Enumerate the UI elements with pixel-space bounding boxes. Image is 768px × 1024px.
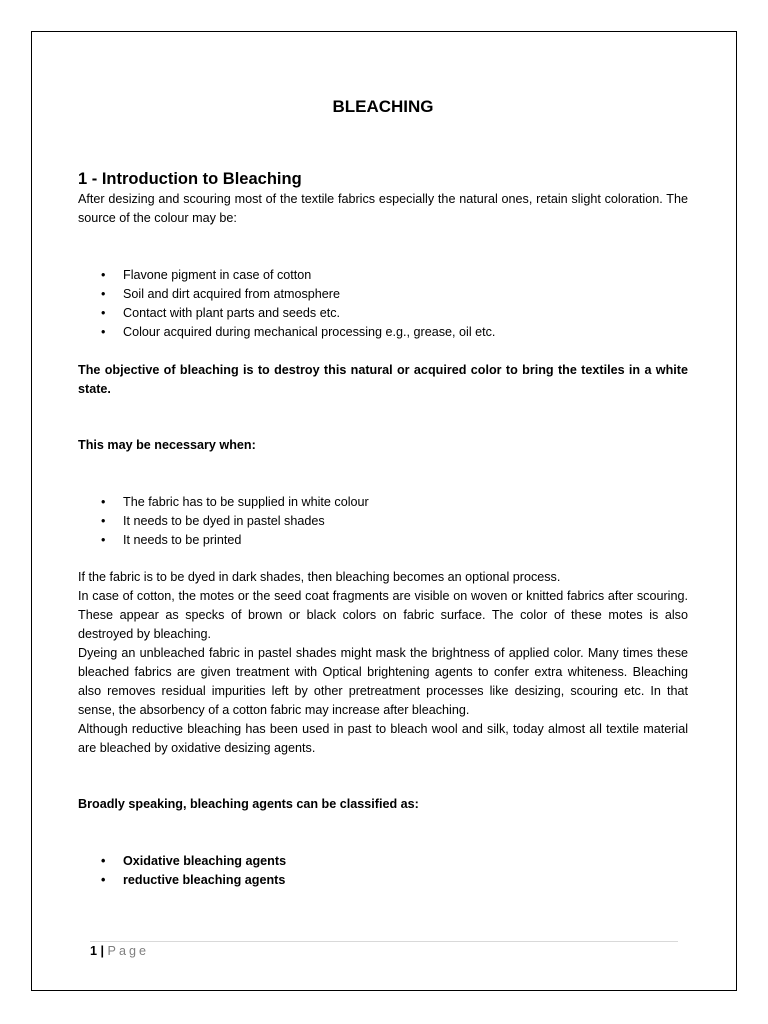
list-item: • Colour acquired during mechanical processing e.g., grease, oil etc. [78, 323, 688, 342]
body-paragraph: Although reductive bleaching has been used in past to bleach wool and silk, today almost all textile material are bleached by oxidative desizing agents. [78, 722, 688, 755]
page-footer [90, 943, 149, 959]
list-item: • The fabric has to be supplied in white colour [78, 493, 688, 512]
body-paragraph: If the fabric is to be dyed in dark shades, then bleaching becomes an optional process. [78, 570, 561, 584]
footer-separator: | [100, 944, 105, 958]
page-label: Page [107, 944, 149, 958]
page-number: 1 [90, 944, 98, 958]
document-body [78, 94, 688, 890]
document-title: BLEACHING [332, 97, 434, 116]
section-heading: 1 - Introduction to Bleaching [78, 170, 302, 188]
intro-paragraph: After desizing and scouring most of the textile fabrics especially the natural ones, retain slight coloration. The source of the colour may be: [78, 192, 688, 225]
list-item: • Soil and dirt acquired from atmosphere [78, 285, 688, 304]
footer-rule [90, 941, 678, 942]
objective-statement: The objective of bleaching is to destroy this natural or acquired color to bring the textiles in a white state. [78, 363, 688, 396]
body-paragraph: In case of cotton, the motes or the seed coat fragments are visible on woven or knitted fabrics after scouring. These appear as specks of brown or black colors on fabric surface. The color of these motes is also destroyed by bleaching. [78, 589, 688, 641]
necessary-heading: This may be necessary when: [78, 438, 256, 452]
list-item: • It needs to be dyed in pastel shades [78, 512, 688, 531]
list-item: • Contact with plant parts and seeds etc. [78, 304, 688, 323]
list-item: • Oxidative bleaching agents [78, 852, 688, 871]
body-paragraph: Dyeing an unbleached fabric in pastel shades might mask the brightness of applied color. Many times these bleached fabrics are given treatment with Optical brightening agents to confer extra whiteness. Bleaching also removes residual impurities left by other pretreatment processes like desizing, scouring etc. In that sense, the absorbency of a cotton fabric may increase after bleaching. [78, 646, 688, 717]
colour-sources-list [78, 266, 688, 342]
necessary-list [78, 493, 688, 550]
classification-heading: Broadly speaking, bleaching agents can be classified as: [78, 797, 419, 811]
list-item: • It needs to be printed [78, 531, 688, 550]
agent-types-list [78, 852, 688, 890]
list-item: • Flavone pigment in case of cotton [78, 266, 688, 285]
list-item: • reductive bleaching agents [78, 871, 688, 890]
